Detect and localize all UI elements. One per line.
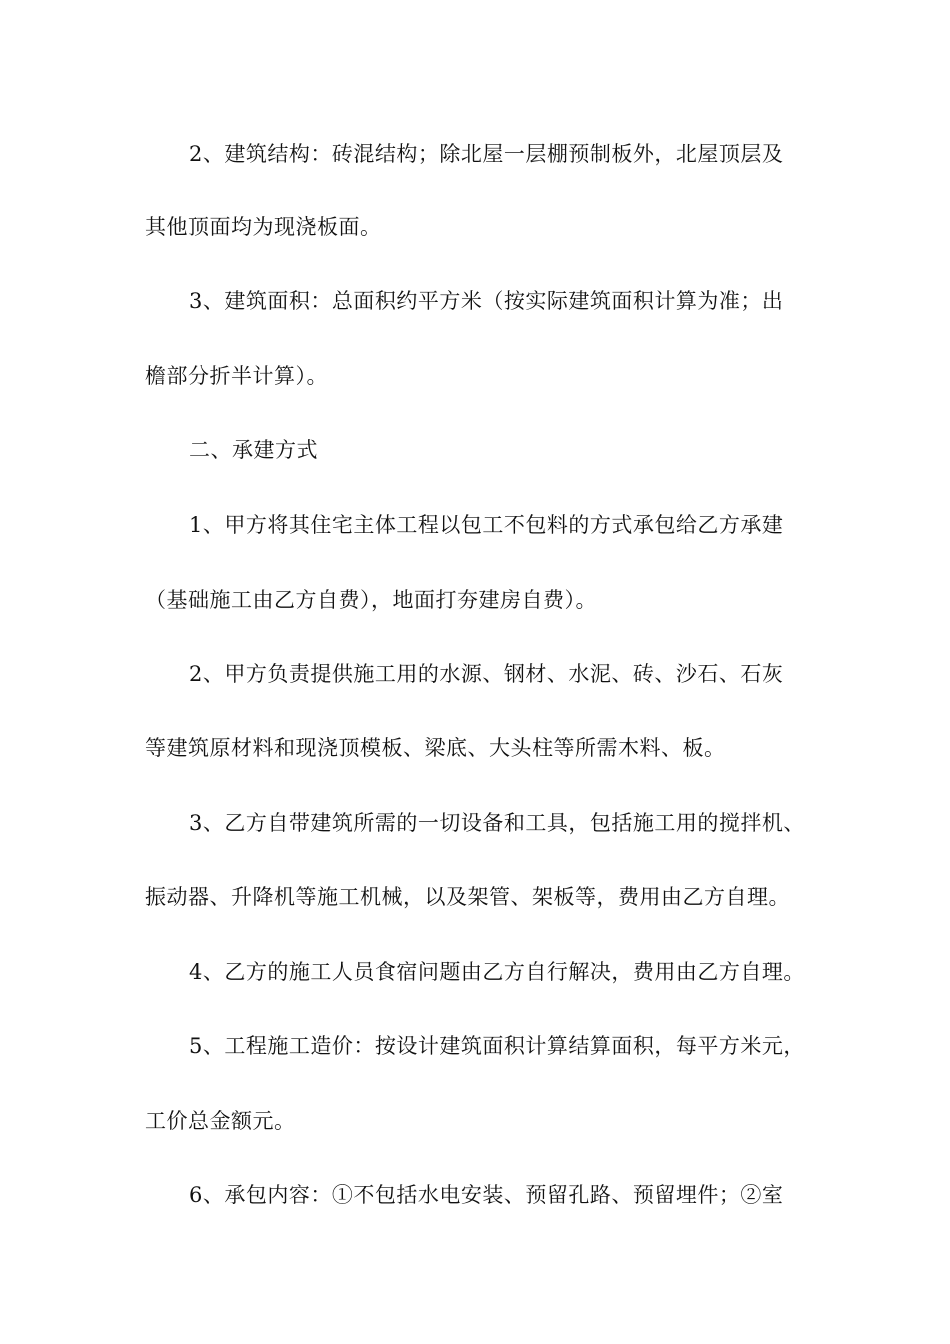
paragraph-line: 其他顶面均为现浇板面。 <box>145 215 382 239</box>
paragraph-line: 3、建筑面积：总面积约平方米（按实际建筑面积计算为准；出 <box>189 289 784 313</box>
paragraph-line: 工价总金额元。 <box>145 1109 296 1133</box>
paragraph-line: 2、甲方负责提供施工用的水源、钢材、水泥、砖、沙石、石灰 <box>189 662 784 686</box>
paragraph-line: 6、承包内容：①不包括水电安装、预留孔路、预留埋件；②室 <box>189 1183 784 1207</box>
paragraph-line: 1、甲方将其住宅主体工程以包工不包料的方式承包给乙方承建 <box>189 513 784 537</box>
paragraph-line: （基础施工由乙方自费），地面打夯建房自费）。 <box>145 588 597 612</box>
paragraph-line: 5、工程施工造价：按设计建筑面积计算结算面积，每平方米元， <box>189 1034 805 1058</box>
paragraph-line: 4、乙方的施工人员食宿问题由乙方自行解决，费用由乙方自理。 <box>189 960 805 984</box>
paragraph-line: 2、建筑结构：砖混结构；除北屋一层棚预制板外，北屋顶层及 <box>189 142 784 166</box>
section-heading: 二、承建方式 <box>189 438 318 462</box>
paragraph-line: 3、乙方自带建筑所需的一切设备和工具，包括施工用的搅拌机、 <box>189 811 805 835</box>
paragraph-line: 等建筑原材料和现浇顶模板、梁底、大头柱等所需木料、板。 <box>145 736 726 760</box>
paragraph-line: 檐部分折半计算）。 <box>145 364 328 388</box>
paragraph-line: 振动器、升降机等施工机械，以及架管、架板等，费用由乙方自理。 <box>145 885 790 909</box>
